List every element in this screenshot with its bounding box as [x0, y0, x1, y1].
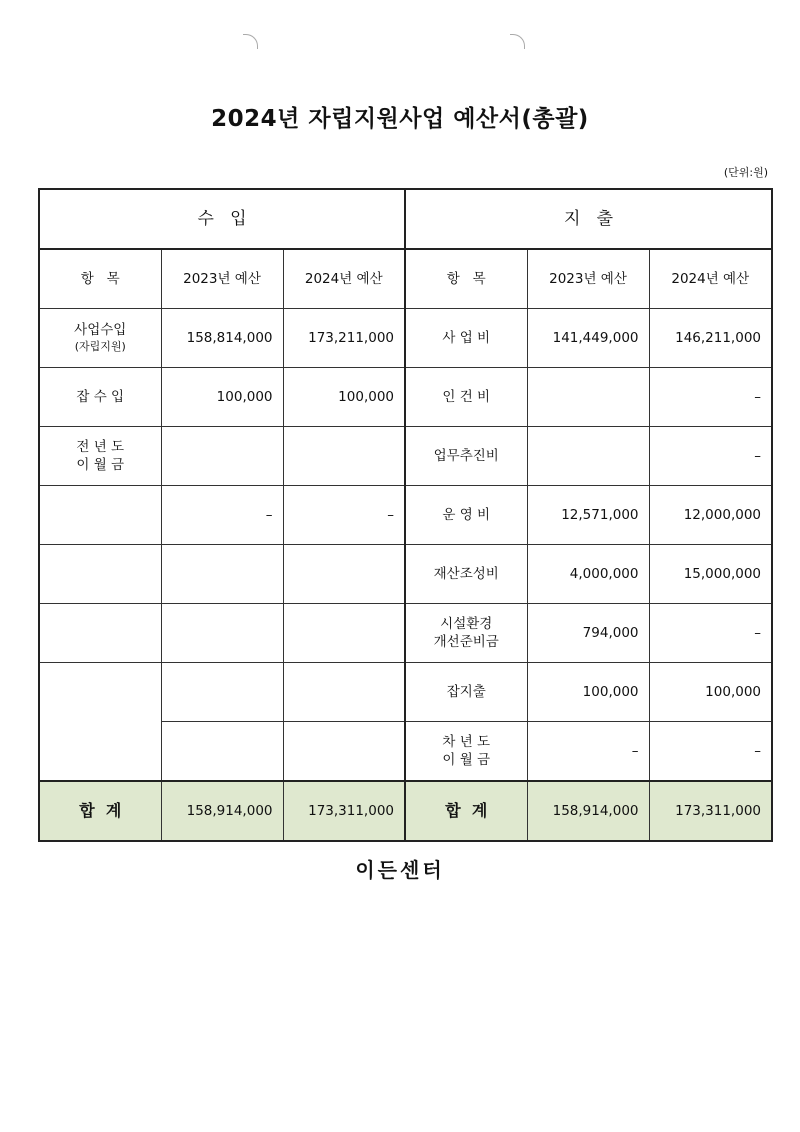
table-row — [39, 309, 772, 368]
income-item — [39, 663, 161, 782]
expense-2024: – — [649, 427, 772, 486]
expense-total-2024: 173,311,000 — [649, 781, 772, 841]
income-2023 — [161, 427, 283, 486]
income-2024 — [283, 722, 405, 782]
income-2023: – — [161, 486, 283, 545]
expense-total-label: 합 계 — [405, 781, 527, 841]
income-2023: 158,814,000 — [161, 309, 283, 368]
punch-hole-mark — [243, 34, 258, 49]
expense-item: 운 영 비 — [405, 486, 527, 545]
income-2024 — [283, 663, 405, 722]
expense-total-2023: 158,914,000 — [527, 781, 649, 841]
expense-2023: 12,571,000 — [527, 486, 649, 545]
expense-item-label: 차 년 도 — [442, 733, 491, 750]
income-2023 — [161, 545, 283, 604]
income-item-label: 사업수입 — [74, 322, 127, 339]
expense-2023 — [527, 427, 649, 486]
income-item — [39, 545, 161, 604]
section-header-row — [39, 189, 772, 249]
expense-2023: 141,449,000 — [527, 309, 649, 368]
income-item — [39, 427, 161, 486]
income-item — [39, 309, 161, 368]
budget-table — [38, 188, 773, 842]
expense-2024: 100,000 — [649, 663, 772, 722]
expense-2023: – — [527, 722, 649, 782]
income-total-label: 합 계 — [39, 781, 161, 841]
income-2024 — [283, 604, 405, 663]
income-2024: 173,211,000 — [283, 309, 405, 368]
income-2024: 100,000 — [283, 368, 405, 427]
table-row — [39, 368, 772, 427]
expense-2024: – — [649, 368, 772, 427]
expense-item: 업무추진비 — [405, 427, 527, 486]
expense-2024: – — [649, 604, 772, 663]
income-item-sub: 이 월 금 — [76, 457, 125, 473]
income-total-2024: 173,311,000 — [283, 781, 405, 841]
income-2024 — [283, 427, 405, 486]
expense-item — [405, 604, 527, 663]
expense-item-label: 시설환경 — [440, 615, 493, 632]
income-item-sub: (자립지원) — [74, 339, 126, 353]
column-header-row — [39, 249, 772, 309]
punch-hole-mark — [510, 34, 525, 49]
expense-col-2024: 2024년 예산 — [649, 249, 772, 309]
expense-2024: 12,000,000 — [649, 486, 772, 545]
income-col-2024: 2024년 예산 — [283, 249, 405, 309]
income-section-header: 수 입 — [39, 189, 405, 249]
expense-2024: 146,211,000 — [649, 309, 772, 368]
expense-2024: – — [649, 722, 772, 782]
income-2023: 100,000 — [161, 368, 283, 427]
income-col-2023: 2023년 예산 — [161, 249, 283, 309]
table-row — [39, 604, 772, 663]
table-row — [39, 486, 772, 545]
expense-2023: 100,000 — [527, 663, 649, 722]
expense-2023 — [527, 368, 649, 427]
expense-item — [405, 722, 527, 782]
table-row — [39, 427, 772, 486]
income-2023 — [161, 663, 283, 722]
expense-item-sub: 개선준비금 — [433, 634, 499, 650]
table-row — [39, 663, 772, 722]
expense-2023: 4,000,000 — [527, 545, 649, 604]
expense-section-header: 지 출 — [405, 189, 772, 249]
expense-2024: 15,000,000 — [649, 545, 772, 604]
expense-col-2023: 2023년 예산 — [527, 249, 649, 309]
total-row — [39, 781, 772, 841]
expense-item: 사 업 비 — [405, 309, 527, 368]
expense-2023: 794,000 — [527, 604, 649, 663]
expense-item: 인 건 비 — [405, 368, 527, 427]
table-row — [39, 545, 772, 604]
expense-col-item: 항 목 — [405, 249, 527, 309]
income-item-label: 전 년 도 — [76, 438, 125, 455]
income-col-item: 항 목 — [39, 249, 161, 309]
income-item — [39, 604, 161, 663]
income-2023 — [161, 604, 283, 663]
income-2023 — [161, 722, 283, 782]
expense-item: 잡지출 — [405, 663, 527, 722]
income-item: 잡 수 입 — [39, 368, 161, 427]
income-2024: – — [283, 486, 405, 545]
unit-note: (단위:원) — [723, 166, 768, 179]
page-title: 2024년 자립지원사업 예산서(총괄) — [211, 106, 589, 132]
expense-item-sub: 이 월 금 — [442, 752, 491, 768]
expense-item: 재산조성비 — [405, 545, 527, 604]
income-total-2023: 158,914,000 — [161, 781, 283, 841]
income-item — [39, 486, 161, 545]
organization-name: 이든센터 — [355, 858, 445, 882]
income-2024 — [283, 545, 405, 604]
